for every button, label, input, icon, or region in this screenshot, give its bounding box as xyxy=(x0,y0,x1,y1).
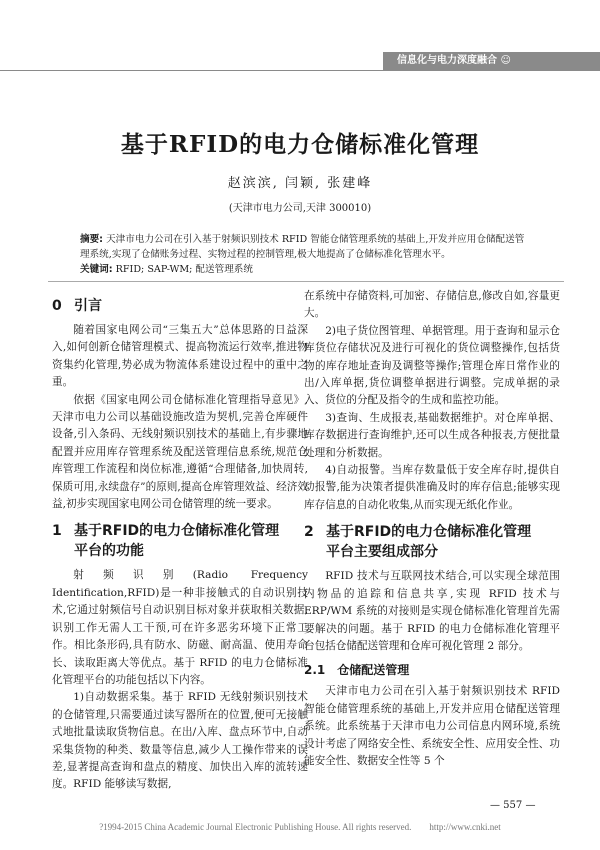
keywords xyxy=(80,262,530,277)
keywords-text: RFID; SAP-WM; 配送管理系统 xyxy=(112,264,253,275)
paragraph: 天津市电力公司在引入基于射频识别技术 RFID 智能仓储管理系统的基础上,开发并应用仓储配送管理系统。此系统基于天津市电力公司信息内网环境,系统设计考虑了网络安全性、系统安全性、应用安全性、功能安全性、数据安全性等 5 个 xyxy=(304,685,560,767)
section-1-title-line1: 基于RFID的电力仓储标准化管理 xyxy=(74,523,280,540)
right-column xyxy=(304,288,560,770)
subsection-2-1-heading: 2.1 仓储配送管理 xyxy=(304,663,410,678)
section-0-heading xyxy=(52,296,308,316)
section-2-heading xyxy=(304,522,560,562)
paragraph: 在系统中存储资料,可加密、存储信息,修改自如,容量更大。 xyxy=(304,290,560,320)
paragraph: 3)查询、生成报表,基础数据维护。对仓库单据、库存数据进行查询维护,还可以生成各种报表,方便批量处理和分析数据。 xyxy=(304,411,560,459)
copyright-footer: ?1994-2015 China Academic Journal Electronic Publishing House. All rights reserved. http://www.cnki.net xyxy=(99,822,501,832)
abstract-text: 天津市电力公司在引入基于射频识别技术 RFID 智能仓储管理系统的基础上,开发并应用仓储配送管理系统,实现了仓储账务过程、实物过程的控制管理,极大地提高了仓储标准化管理水平。 xyxy=(80,234,525,260)
paragraph: 4)自动报警。当库存数量低于安全库存时,提供自动报警,能为决策者提供准确及时的库存信息;能够实现库存信息的自动化收集,从而实现无纸化作业。 xyxy=(304,464,560,511)
paper-authors: 赵滨滨, 闫颖, 张建峰 xyxy=(227,176,373,191)
page-number: — 557 — xyxy=(490,800,536,811)
section-1-title-line2: 平台的功能 xyxy=(74,543,144,560)
section-2-number: 2 xyxy=(304,524,314,541)
paragraph: 2)电子货位图管理、单据管理。用于查询和显示仓库货位存储状况及进行可视化的货位调整操作,包括货物的库存地址查询及调整等操作;管理仓库日常作业的出/入库单据,货位调整单据进行调整。完成单据的录入、货位的分配及指令的生成和监控功能。 xyxy=(304,324,560,407)
paragraph: 依据《国家电网公司仓储标准化管理指导意见》,天津市电力公司以基础设施改造为契机,完善仓库硬件设备,引入条码、无线射频识别技术的基础上,有步骤地配置并应用库存管理系统及配送管理信息系统,规范仓库管理工作流程和岗位标准,遵循“合理储备,加快周转,保质可用,永续盘存”的原则,提高仓库管理效益、经济效益,初步实现国家电网公司仓储管理的统一要求。 xyxy=(52,393,308,511)
section-0-title: 引言 xyxy=(74,298,102,314)
left-column xyxy=(52,288,308,794)
author-affiliation: (天津市电力公司,天津 300010) xyxy=(228,203,372,214)
section-2-title-line2: 平台主要组成部分 xyxy=(326,544,438,561)
keywords-label: 关键词: xyxy=(80,264,113,275)
section-1-number: 1 xyxy=(52,523,62,540)
journal-section-header: 信息化与电力深度融合 ☺ xyxy=(383,52,600,70)
section-1-heading xyxy=(52,521,308,561)
abstract-label: 摘要: xyxy=(80,234,104,245)
abstract-block xyxy=(80,232,530,277)
section-2-title-line1: 基于RFID的电力仓储标准化管理 xyxy=(326,524,532,541)
paper-title: 基于RFID的电力仓储标准化管理 xyxy=(120,131,480,158)
paragraph: 1)自动数据采集。基于 RFID 无线射频识别技术的仓储管理,只需要通过读写器所在的位置,便可无接触式地批量读取货物信息。在出/入库、盘点环节中,自动采集货物的种类、数量等信息,减少人工操作带来的误差,显著提高查询和盘点的精度、加快出入库的流转速度。RFID 能够读写数据, xyxy=(52,691,308,791)
paragraph: RFID 技术与互联网技术结合,可以实现全球范围内物品的追踪和信息共享,实现 RFID 技术与 ERP/WM 系统的对接则是实现仓储标准化管理首先需要解决的问题。基于 RFID 的电力仓储标准化管理平台包括仓储配送管理和仓库可视化管理 2 部分。 xyxy=(304,570,560,652)
section-0-number: 0 xyxy=(52,298,62,314)
section-divider xyxy=(48,281,564,282)
abstract xyxy=(80,232,530,262)
header-rule xyxy=(0,70,600,71)
paragraph: 随着国家电网公司“三集五大”总体思路的日益深入,如何创新仓储管理模式、提高物流运行效率,推进物资集约化管理,势必成为物流体系建设过程中的重中之重。 xyxy=(52,324,308,389)
paragraph: 射频识别(Radio Frequency Identification,RFID)是一种非接触式的自动识别技术,它通过射频信号自动识别目标对象并获取相关数据,识别工作无需人工干预,可在许多恶劣环境下正常工作。相比条形码,具有防水、防磁、耐高温、使用寿命长、读取距离大等优点。基于 RFID 的电力仓储标准化管理平台的功能包括以下内容。 xyxy=(52,569,308,686)
